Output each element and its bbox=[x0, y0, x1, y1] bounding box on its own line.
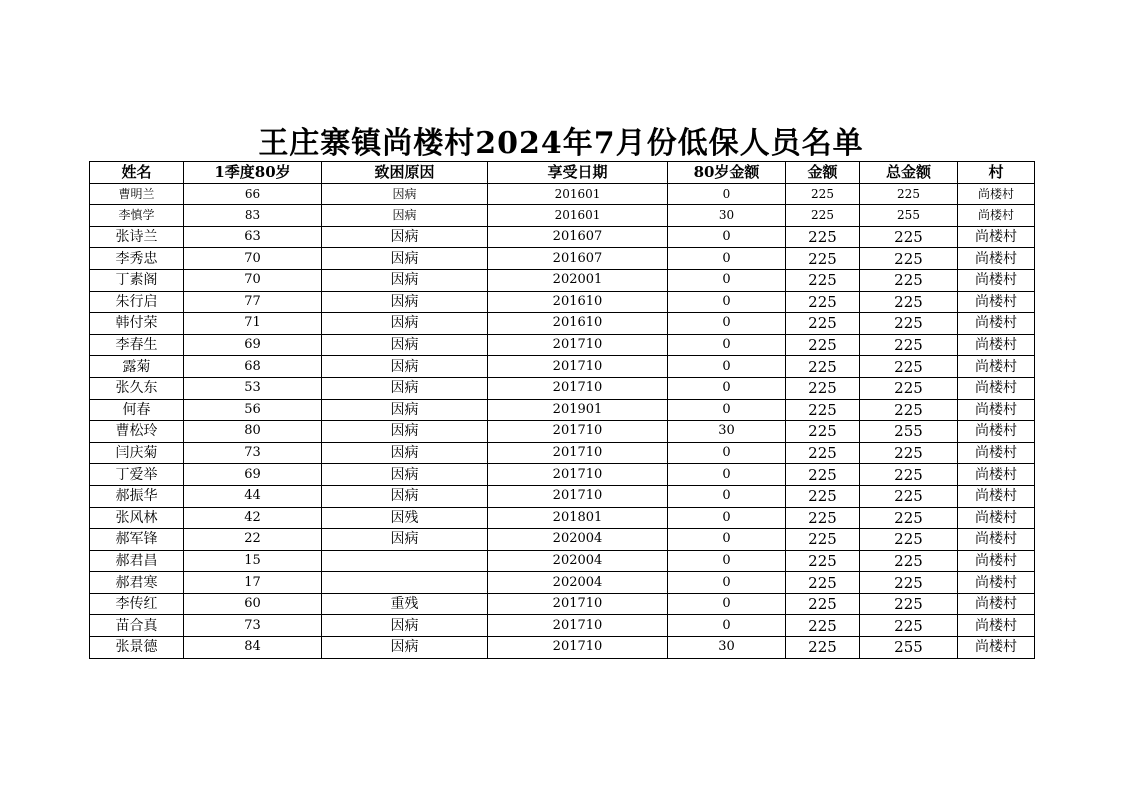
cell-start-date: 202004 bbox=[488, 550, 668, 572]
table-row bbox=[90, 183, 1035, 205]
cell-start-date: 201610 bbox=[488, 313, 668, 335]
header-total-amount: 总金额 bbox=[860, 162, 958, 184]
cell-poverty-cause bbox=[322, 550, 488, 572]
table-row bbox=[90, 377, 1035, 399]
cell-q1-age80: 60 bbox=[184, 593, 322, 615]
cell-amount: 225 bbox=[786, 183, 860, 205]
cell-name: 李慎学 bbox=[90, 205, 184, 227]
cell-age80-amount: 30 bbox=[668, 637, 786, 659]
table-row bbox=[90, 248, 1035, 270]
cell-village: 尚楼村 bbox=[958, 291, 1035, 313]
table-row bbox=[90, 637, 1035, 659]
cell-name: 曹松玲 bbox=[90, 421, 184, 443]
cell-village: 尚楼村 bbox=[958, 226, 1035, 248]
cell-total-amount: 225 bbox=[860, 334, 958, 356]
cell-age80-amount: 0 bbox=[668, 269, 786, 291]
cell-age80-amount: 0 bbox=[668, 507, 786, 529]
cell-name: 张久东 bbox=[90, 377, 184, 399]
table-row bbox=[90, 529, 1035, 551]
table-row bbox=[90, 442, 1035, 464]
cell-total-amount: 225 bbox=[860, 183, 958, 205]
cell-amount: 225 bbox=[786, 637, 860, 659]
cell-village: 尚楼村 bbox=[958, 615, 1035, 637]
cell-start-date: 201710 bbox=[488, 615, 668, 637]
cell-village: 尚楼村 bbox=[958, 248, 1035, 270]
cell-amount: 225 bbox=[786, 615, 860, 637]
cell-q1-age80: 56 bbox=[184, 399, 322, 421]
cell-age80-amount: 30 bbox=[668, 421, 786, 443]
cell-poverty-cause: 因病 bbox=[322, 485, 488, 507]
cell-village: 尚楼村 bbox=[958, 529, 1035, 551]
cell-name: 张景德 bbox=[90, 637, 184, 659]
cell-q1-age80: 44 bbox=[184, 485, 322, 507]
cell-poverty-cause: 重残 bbox=[322, 593, 488, 615]
header-poverty-cause: 致困原因 bbox=[322, 162, 488, 184]
cell-poverty-cause: 因病 bbox=[322, 421, 488, 443]
cell-q1-age80: 77 bbox=[184, 291, 322, 313]
cell-q1-age80: 80 bbox=[184, 421, 322, 443]
table-row bbox=[90, 464, 1035, 486]
cell-name: 李春生 bbox=[90, 334, 184, 356]
header-amount: 金额 bbox=[786, 162, 860, 184]
cell-poverty-cause: 因病 bbox=[322, 205, 488, 227]
cell-name: 闫庆菊 bbox=[90, 442, 184, 464]
cell-village: 尚楼村 bbox=[958, 464, 1035, 486]
cell-total-amount: 225 bbox=[860, 485, 958, 507]
cell-name: 丁爱举 bbox=[90, 464, 184, 486]
cell-village: 尚楼村 bbox=[958, 550, 1035, 572]
cell-age80-amount: 0 bbox=[668, 550, 786, 572]
cell-q1-age80: 70 bbox=[184, 269, 322, 291]
cell-amount: 225 bbox=[786, 356, 860, 378]
cell-poverty-cause: 因病 bbox=[322, 291, 488, 313]
cell-name: 张风林 bbox=[90, 507, 184, 529]
cell-village: 尚楼村 bbox=[958, 593, 1035, 615]
cell-village: 尚楼村 bbox=[958, 507, 1035, 529]
cell-start-date: 201607 bbox=[488, 248, 668, 270]
table-row bbox=[90, 334, 1035, 356]
cell-poverty-cause: 因病 bbox=[322, 615, 488, 637]
table-row bbox=[90, 550, 1035, 572]
cell-village: 尚楼村 bbox=[958, 485, 1035, 507]
cell-start-date: 201710 bbox=[488, 356, 668, 378]
cell-total-amount: 255 bbox=[860, 205, 958, 227]
cell-name: 朱行启 bbox=[90, 291, 184, 313]
cell-age80-amount: 0 bbox=[668, 313, 786, 335]
cell-q1-age80: 17 bbox=[184, 572, 322, 594]
table-row bbox=[90, 485, 1035, 507]
cell-poverty-cause: 因病 bbox=[322, 529, 488, 551]
cell-amount: 225 bbox=[786, 572, 860, 594]
cell-amount: 225 bbox=[786, 291, 860, 313]
cell-amount: 225 bbox=[786, 205, 860, 227]
cell-name: 郝君寒 bbox=[90, 572, 184, 594]
cell-total-amount: 225 bbox=[860, 226, 958, 248]
cell-total-amount: 225 bbox=[860, 615, 958, 637]
cell-total-amount: 225 bbox=[860, 356, 958, 378]
cell-total-amount: 225 bbox=[860, 313, 958, 335]
cell-village: 尚楼村 bbox=[958, 334, 1035, 356]
cell-start-date: 202004 bbox=[488, 529, 668, 551]
cell-amount: 225 bbox=[786, 464, 860, 486]
cell-start-date: 202001 bbox=[488, 269, 668, 291]
cell-start-date: 201901 bbox=[488, 399, 668, 421]
cell-poverty-cause: 因病 bbox=[322, 269, 488, 291]
cell-name: 郝军锋 bbox=[90, 529, 184, 551]
cell-q1-age80: 63 bbox=[184, 226, 322, 248]
cell-poverty-cause: 因病 bbox=[322, 464, 488, 486]
cell-total-amount: 225 bbox=[860, 593, 958, 615]
cell-amount: 225 bbox=[786, 485, 860, 507]
cell-start-date: 201607 bbox=[488, 226, 668, 248]
cell-age80-amount: 0 bbox=[668, 593, 786, 615]
cell-q1-age80: 71 bbox=[184, 313, 322, 335]
cell-total-amount: 225 bbox=[860, 269, 958, 291]
cell-village: 尚楼村 bbox=[958, 356, 1035, 378]
document-title: 王庄寨镇尚楼村2024年7月份低保人员名单 bbox=[258, 126, 864, 161]
cell-total-amount: 225 bbox=[860, 248, 958, 270]
table-row bbox=[90, 615, 1035, 637]
cell-name: 张诗兰 bbox=[90, 226, 184, 248]
cell-age80-amount: 0 bbox=[668, 334, 786, 356]
cell-poverty-cause: 因残 bbox=[322, 507, 488, 529]
cell-age80-amount: 0 bbox=[668, 183, 786, 205]
cell-amount: 225 bbox=[786, 550, 860, 572]
cell-start-date: 201710 bbox=[488, 421, 668, 443]
cell-q1-age80: 73 bbox=[184, 615, 322, 637]
cell-age80-amount: 0 bbox=[668, 464, 786, 486]
cell-village: 尚楼村 bbox=[958, 313, 1035, 335]
cell-village: 尚楼村 bbox=[958, 205, 1035, 227]
cell-poverty-cause: 因病 bbox=[322, 399, 488, 421]
cell-poverty-cause: 因病 bbox=[322, 377, 488, 399]
cell-age80-amount: 0 bbox=[668, 442, 786, 464]
cell-total-amount: 255 bbox=[860, 637, 958, 659]
cell-name: 曹明兰 bbox=[90, 183, 184, 205]
table-row bbox=[90, 291, 1035, 313]
cell-q1-age80: 73 bbox=[184, 442, 322, 464]
cell-total-amount: 225 bbox=[860, 442, 958, 464]
cell-village: 尚楼村 bbox=[958, 572, 1035, 594]
cell-start-date: 201610 bbox=[488, 291, 668, 313]
cell-poverty-cause: 因病 bbox=[322, 442, 488, 464]
table-header-row bbox=[90, 162, 1035, 184]
cell-q1-age80: 70 bbox=[184, 248, 322, 270]
table-row bbox=[90, 507, 1035, 529]
cell-name: 露菊 bbox=[90, 356, 184, 378]
cell-age80-amount: 0 bbox=[668, 485, 786, 507]
cell-total-amount: 225 bbox=[860, 377, 958, 399]
cell-poverty-cause: 因病 bbox=[322, 313, 488, 335]
cell-village: 尚楼村 bbox=[958, 399, 1035, 421]
cell-village: 尚楼村 bbox=[958, 183, 1035, 205]
cell-poverty-cause bbox=[322, 572, 488, 594]
cell-total-amount: 255 bbox=[860, 421, 958, 443]
cell-q1-age80: 42 bbox=[184, 507, 322, 529]
cell-start-date: 201710 bbox=[488, 464, 668, 486]
cell-amount: 225 bbox=[786, 442, 860, 464]
cell-name: 李秀忠 bbox=[90, 248, 184, 270]
header-village: 村 bbox=[958, 162, 1035, 184]
cell-q1-age80: 69 bbox=[184, 334, 322, 356]
cell-amount: 225 bbox=[786, 334, 860, 356]
cell-start-date: 201710 bbox=[488, 593, 668, 615]
cell-village: 尚楼村 bbox=[958, 377, 1035, 399]
cell-total-amount: 225 bbox=[860, 529, 958, 551]
cell-age80-amount: 0 bbox=[668, 399, 786, 421]
cell-start-date: 201710 bbox=[488, 637, 668, 659]
cell-village: 尚楼村 bbox=[958, 269, 1035, 291]
cell-total-amount: 225 bbox=[860, 507, 958, 529]
cell-amount: 225 bbox=[786, 248, 860, 270]
cell-age80-amount: 0 bbox=[668, 226, 786, 248]
cell-q1-age80: 68 bbox=[184, 356, 322, 378]
table-row bbox=[90, 421, 1035, 443]
cell-name: 郝君昌 bbox=[90, 550, 184, 572]
cell-amount: 225 bbox=[786, 421, 860, 443]
header-age80-amount: 80岁金额 bbox=[668, 162, 786, 184]
cell-total-amount: 225 bbox=[860, 399, 958, 421]
cell-village: 尚楼村 bbox=[958, 637, 1035, 659]
table-row bbox=[90, 399, 1035, 421]
cell-name: 苗合真 bbox=[90, 615, 184, 637]
cell-q1-age80: 84 bbox=[184, 637, 322, 659]
table-row bbox=[90, 226, 1035, 248]
cell-amount: 225 bbox=[786, 377, 860, 399]
cell-start-date: 201710 bbox=[488, 334, 668, 356]
cell-q1-age80: 69 bbox=[184, 464, 322, 486]
cell-poverty-cause: 因病 bbox=[322, 356, 488, 378]
cell-amount: 225 bbox=[786, 269, 860, 291]
cell-poverty-cause: 因病 bbox=[322, 334, 488, 356]
cell-poverty-cause: 因病 bbox=[322, 637, 488, 659]
cell-amount: 225 bbox=[786, 529, 860, 551]
cell-poverty-cause: 因病 bbox=[322, 226, 488, 248]
cell-amount: 225 bbox=[786, 593, 860, 615]
table-body bbox=[90, 183, 1035, 658]
cell-total-amount: 225 bbox=[860, 550, 958, 572]
header-start-date: 享受日期 bbox=[488, 162, 668, 184]
cell-name: 韩付荣 bbox=[90, 313, 184, 335]
cell-village: 尚楼村 bbox=[958, 442, 1035, 464]
cell-amount: 225 bbox=[786, 226, 860, 248]
cell-age80-amount: 0 bbox=[668, 356, 786, 378]
cell-age80-amount: 30 bbox=[668, 205, 786, 227]
cell-start-date: 202004 bbox=[488, 572, 668, 594]
cell-start-date: 201801 bbox=[488, 507, 668, 529]
cell-q1-age80: 83 bbox=[184, 205, 322, 227]
cell-poverty-cause: 因病 bbox=[322, 248, 488, 270]
table-row bbox=[90, 269, 1035, 291]
header-name: 姓名 bbox=[90, 162, 184, 184]
cell-start-date: 201710 bbox=[488, 485, 668, 507]
cell-age80-amount: 0 bbox=[668, 248, 786, 270]
cell-name: 李传红 bbox=[90, 593, 184, 615]
table-row bbox=[90, 572, 1035, 594]
cell-age80-amount: 0 bbox=[668, 615, 786, 637]
recipient-table bbox=[89, 161, 1035, 659]
cell-q1-age80: 15 bbox=[184, 550, 322, 572]
cell-amount: 225 bbox=[786, 507, 860, 529]
cell-q1-age80: 53 bbox=[184, 377, 322, 399]
cell-name: 何春 bbox=[90, 399, 184, 421]
cell-total-amount: 225 bbox=[860, 464, 958, 486]
cell-village: 尚楼村 bbox=[958, 421, 1035, 443]
table-row bbox=[90, 593, 1035, 615]
cell-total-amount: 225 bbox=[860, 291, 958, 313]
cell-start-date: 201601 bbox=[488, 183, 668, 205]
table-row bbox=[90, 313, 1035, 335]
table-row bbox=[90, 356, 1035, 378]
cell-age80-amount: 0 bbox=[668, 572, 786, 594]
cell-total-amount: 225 bbox=[860, 572, 958, 594]
header-q1-age80: 1季度80岁 bbox=[184, 162, 322, 184]
cell-q1-age80: 22 bbox=[184, 529, 322, 551]
cell-age80-amount: 0 bbox=[668, 377, 786, 399]
cell-age80-amount: 0 bbox=[668, 529, 786, 551]
cell-poverty-cause: 因病 bbox=[322, 183, 488, 205]
cell-start-date: 201710 bbox=[488, 377, 668, 399]
cell-amount: 225 bbox=[786, 313, 860, 335]
table-row bbox=[90, 205, 1035, 227]
cell-age80-amount: 0 bbox=[668, 291, 786, 313]
cell-start-date: 201710 bbox=[488, 442, 668, 464]
cell-name: 郝振华 bbox=[90, 485, 184, 507]
cell-amount: 225 bbox=[786, 399, 860, 421]
cell-q1-age80: 66 bbox=[184, 183, 322, 205]
cell-start-date: 201601 bbox=[488, 205, 668, 227]
cell-name: 丁素阁 bbox=[90, 269, 184, 291]
